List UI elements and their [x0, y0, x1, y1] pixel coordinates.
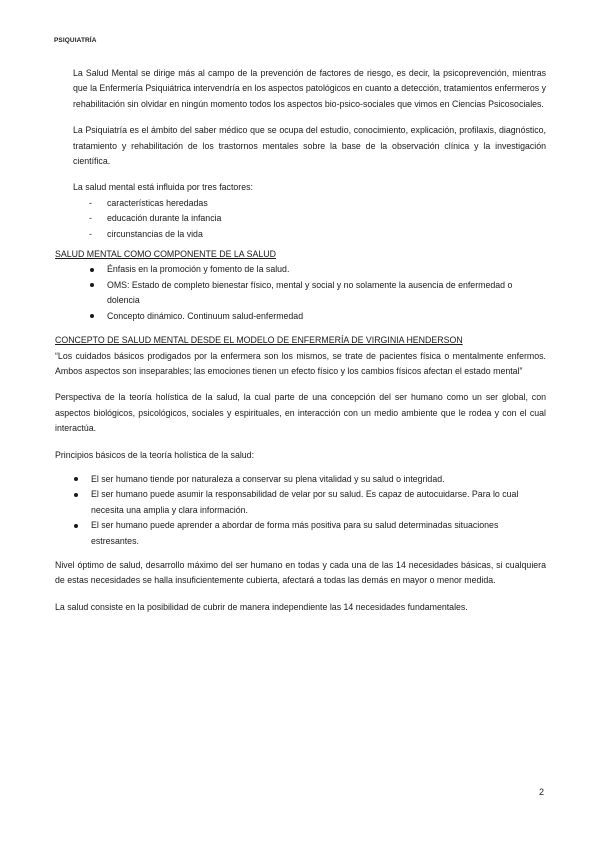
principles-list [55, 472, 546, 549]
list-item [73, 487, 546, 518]
list-item-text: El ser humano tiende por naturaleza a conservar su plena vitalidad y su salud o integridad. [91, 473, 445, 484]
bullet-icon [90, 268, 94, 272]
list-item [73, 518, 546, 549]
bullet-icon [74, 477, 78, 481]
list-item [89, 262, 546, 277]
page-body [55, 66, 546, 615]
intro-paragraph-3: La salud mental está influida por tres factores: [73, 182, 253, 193]
section-heading-henderson: CONCEPTO DE SALUD MENTAL DESDE EL MODELO DE ENFERMERÍA DE VIRGINIA HENDERSON [55, 335, 463, 346]
list-item-text: El ser humano puede asumir la responsabilidad de velar por su salud. Es capaz de autocuidarse. Para lo cual necesita una amplia y clara información. [91, 489, 519, 515]
list-item: - características heredadas [89, 196, 546, 211]
list-item-text: Concepto dinámico. Continuum salud-enfermedad [107, 310, 304, 321]
optimal-health-paragraph: Nivel óptimo de salud, desarrollo máximo del ser humano en todas y cada una de las 14 necesidades básicas, si cualquiera de estas necesidades se halla insuficientemente cubierta, afectará a todas las demás en mayor o menor medida. [55, 559, 546, 586]
list-item: - educación durante la infancia [89, 211, 546, 226]
bullet-icon [90, 283, 94, 287]
principles-intro: Principios básicos de la teoría holística de la salud: [55, 449, 255, 460]
list-item [73, 472, 546, 487]
list-item: - circunstancias de la vida [89, 227, 546, 242]
factors-list [55, 196, 546, 242]
bullet-icon [74, 524, 78, 528]
list-item-text: El ser humano puede aprender a abordar de forma más positiva para su salud determinadas situaciones estresantes. [91, 520, 499, 546]
list-item [89, 309, 546, 324]
page-number: 2 [539, 787, 545, 797]
salud-mental-bullets [55, 262, 546, 324]
list-item [89, 278, 546, 309]
running-title: PSIQUIATRÍA [54, 37, 97, 44]
list-item-text: OMS: Estado de completo bienestar físico, mental y social y no solamente la ausencia de enfermedad o dolencia [107, 279, 513, 306]
perspective-paragraph: Perspectiva de la teoría holística de la salud, la cual parte de una concepción del ser humano como un ser global, con aspectos biológicos, psicológicos, sociales y espirituales, en interacción con un medio ambiente que le rodea y con el cual interactúa. [55, 392, 546, 434]
intro-paragraph-2: La Psiquiatría es el ámbito del saber médico que se ocupa del estudio, conocimiento, explicación, profilaxis, diagnóstico, tratamiento y rehabilitación de los trastornos mentales sobre la base de la observación clínica y la investigación científica. [73, 125, 546, 167]
section-heading-salud-mental: SALUD MENTAL COMO COMPONENTE DE LA SALUD [55, 249, 276, 260]
bullet-icon [90, 314, 94, 318]
bullet-icon [74, 493, 78, 497]
list-item-text: Énfasis en la promoción y fomento de la salud. [107, 264, 290, 275]
henderson-quote: “Los cuidados básicos prodigados por la enfermera son los mismos, se trate de pacientes física o mentalmente enfermos. Ambos aspectos son inseparables; las emociones tienen un efecto físico y los cambios físicos afectan el estado mental” [55, 350, 546, 376]
health-definition-paragraph: La salud consiste en la posibilidad de cubrir de manera independiente las 14 necesidades fundamentales. [55, 601, 468, 612]
intro-paragraph-1: La Salud Mental se dirige más al campo de la prevención de factores de riesgo, es decir, la psicoprevención, mientras que la Enfermería Psiquiátrica intervendría en los aspectos patológicos en cuanto a detección, tratamientos enfermeros y rehabilitación sin olvidar en ningún momento todos los aspectos bio-psico-sociales que vimos en Ciencias Psicosociales. [73, 68, 546, 109]
